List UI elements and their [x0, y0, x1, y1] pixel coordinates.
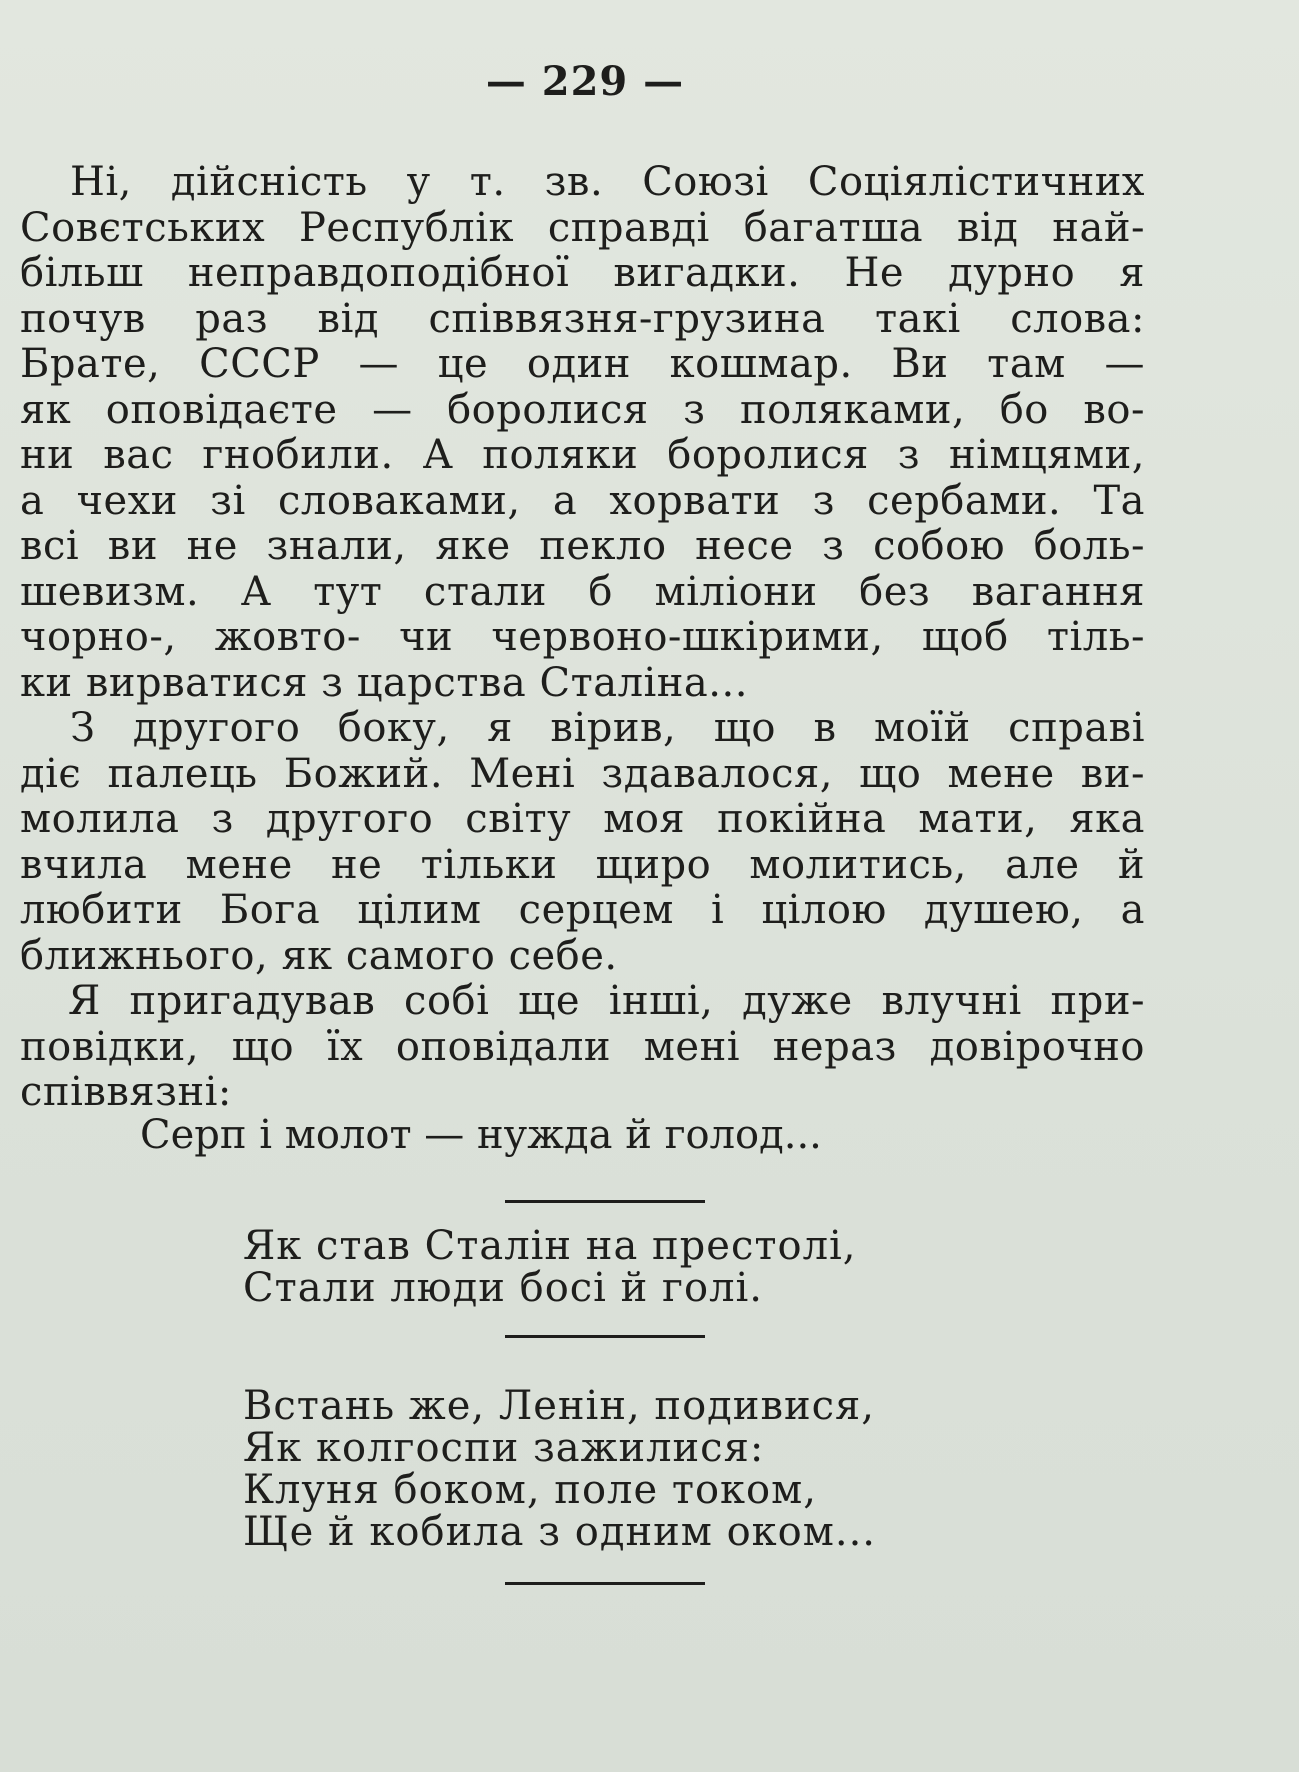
body-text	[20, 160, 1145, 1116]
text-line: всі ви не знали, яке пекло несе з собою боль-	[20, 523, 1145, 569]
text-line: молила з другого світу моя покійна мати, яка	[20, 796, 1145, 842]
text-line: чорно-, жовто- чи червоно-шкірими, щоб тіль-	[20, 614, 1145, 660]
text-line: співвязні:	[20, 1069, 232, 1115]
divider	[505, 1582, 705, 1585]
text-line: більш неправдоподібної вигадки. Не дурно я	[20, 250, 1145, 296]
text-line: Брате, СССР — це один кошмар. Ви там —	[20, 341, 1145, 387]
text-line: Совєтських Республік справді багатша від най-	[20, 204, 1145, 251]
poem-line: Як став Сталін на престолі,	[243, 1223, 857, 1269]
text-line: ни вас гнобили. А поляки боролися з німцями,	[20, 432, 1145, 478]
poem-line: Стали люди босі й голі.	[243, 1265, 764, 1311]
poem-stanza	[243, 1385, 876, 1553]
poem-stanza	[243, 1225, 856, 1309]
text-line: діє палець Божий. Мені здавалося, що мене ви-	[20, 750, 1145, 797]
poem-line: Встань же, Ленін, подивися,	[243, 1383, 875, 1429]
text-line: Ні, дійсність у т. зв. Союзі Соціялістичних	[70, 159, 1145, 205]
text-line: як оповідаєте — боролися з поляками, бо во-	[20, 386, 1145, 433]
text-line: ближнього, як самого себе.	[20, 932, 618, 979]
text-line: ки вирватися з царства Сталіна...	[20, 659, 748, 706]
poem-line: Клуня боком, поле током,	[243, 1467, 817, 1513]
text-line: почув раз від співвязня-грузина такі слова:	[20, 295, 1145, 342]
text-line: Я пригадував собі ще інші, дуже влучні при-	[68, 978, 1145, 1024]
text-line: вчила мене не тільки щиро молитись, але й	[20, 841, 1145, 888]
text-line: а чехи зі словаками, а хорвати з сербами. Та	[20, 477, 1145, 524]
divider	[505, 1200, 705, 1203]
page-number: — 229 —	[485, 58, 685, 105]
text-line: З другого боку, я вірив, що в моїй справі	[70, 705, 1145, 751]
poem-line: Як колгоспи зажилися:	[243, 1425, 765, 1471]
text-line: повідки, що їх оповідали мені нераз довірочно	[20, 1023, 1145, 1070]
divider	[505, 1335, 705, 1338]
poem-line: Ще й кобила з одним оком...	[243, 1509, 877, 1555]
text-line: шевизм. А тут стали б міліони без вагання	[20, 568, 1145, 615]
saying: Серп і молот — нужда й голод...	[140, 1112, 822, 1158]
text-line: любити Бога цілим серцем і цілою душею, а	[20, 887, 1145, 933]
